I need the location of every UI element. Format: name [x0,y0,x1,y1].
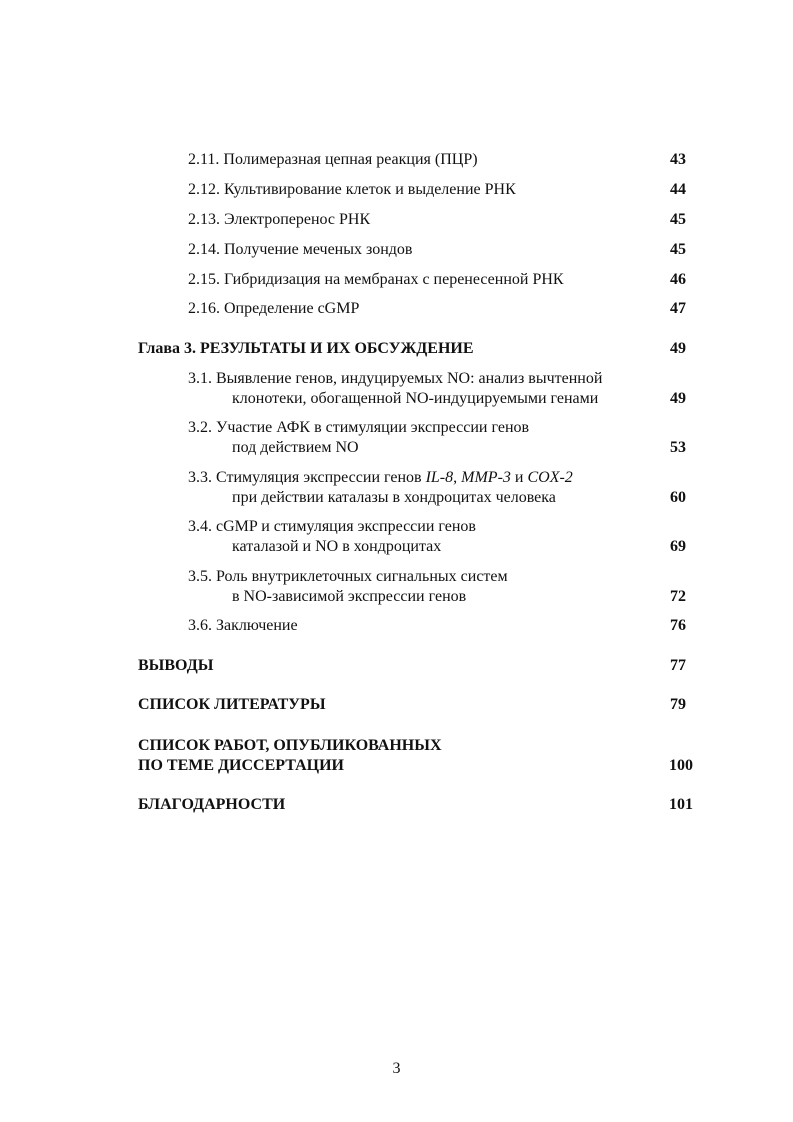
toc-page-3-4: 69 [670,538,686,555]
toc-entry-2-13: 2.13. Электроперенос РНК [188,211,371,228]
toc-entry-3-1-line2: клонотеки, обогащенной NO-индуцируемыми генами [232,390,599,407]
toc-chapter-3: Глава 3. РЕЗУЛЬТАТЫ И ИХ ОБСУЖДЕНИЕ [138,340,474,357]
toc-publications-line2: ПО ТЕМЕ ДИССЕРТАЦИИ [138,757,344,774]
toc-publications-line1: СПИСОК РАБОТ, ОПУБЛИКОВАННЫХ [138,737,442,754]
toc-entry-3-2-line1: 3.2. Участие АФК в стимуляции экспрессии генов [188,419,530,436]
toc-page-3-3: 60 [670,489,686,506]
toc-entry-3-5 [188,567,508,607]
separator-comma: , [453,469,462,486]
separator-and: и [510,469,528,486]
toc-page-2-15: 46 [670,271,686,288]
toc-page-chapter-3: 49 [670,340,686,357]
toc-page-publications: 100 [669,757,693,774]
toc-entry-2-15: 2.15. Гибридизация на мембранах с перенесенной РНК [188,271,564,288]
toc-entry-3-3-prefix: 3.3. Стимуляция экспрессии генов [188,469,426,486]
toc-conclusions: ВЫВОДЫ [138,657,214,674]
toc-acknowledgements: БЛАГОДАРНОСТИ [138,796,286,813]
toc-page-3-1: 49 [670,390,686,407]
gene-mmp3: MMP-3 [461,469,511,486]
page-number: 3 [392,1060,401,1077]
toc-page-acknowledgements: 101 [669,796,693,813]
toc-entry-3-2 [188,418,529,458]
toc-references: СПИСОК ЛИТЕРАТУРЫ [138,696,326,713]
toc-page-2-12: 44 [670,181,686,198]
toc-entry-2-12: 2.12. Культивирование клеток и выделение РНК [188,181,516,198]
toc-entry-3-6: 3.6. Заключение [188,617,298,634]
toc-page-references: 79 [670,696,686,713]
toc-publications [138,736,442,776]
toc-page-conclusions: 77 [670,657,686,674]
toc-entry-3-2-line2: под действием NO [232,439,359,456]
toc-page-3-6: 76 [670,617,686,634]
toc-entry-3-3-line2: при действии каталазы в хондроцитах человека [232,489,556,506]
toc-entry-3-1-line1: 3.1. Выявление генов, индуцируемых NO: анализ вычтенной [188,370,603,387]
toc-entry-3-4 [188,517,476,557]
toc-entry-2-11: 2.11. Полимеразная цепная реакция (ПЦР) [188,151,478,168]
toc-entry-3-5-line1: 3.5. Роль внутриклеточных сигнальных систем [188,568,508,585]
toc-entry-3-3 [188,468,573,508]
toc-page-2-11: 43 [670,151,686,168]
toc-entry-3-3-line1 [188,468,573,488]
toc-page-2-16: 47 [670,300,686,317]
toc-entry-2-14: 2.14. Получение меченых зондов [188,241,413,258]
toc-page-3-5: 72 [670,588,686,605]
toc-entry-3-5-line2: в NO-зависимой экспрессии генов [232,588,467,605]
toc-page-2-14: 45 [670,241,686,258]
toc-page-3-2: 53 [670,439,686,456]
toc-entry-3-4-line2: каталазой и NO в хондроцитах [232,538,442,555]
gene-cox2: COX-2 [527,469,573,486]
toc-entry-3-4-line1: 3.4. cGMP и стимуляция экспрессии генов [188,518,476,535]
toc-page-2-13: 45 [670,211,686,228]
toc-entry-3-1 [188,369,602,409]
toc-entry-2-16: 2.16. Определение cGMP [188,300,360,317]
gene-il8: IL-8 [425,469,454,486]
